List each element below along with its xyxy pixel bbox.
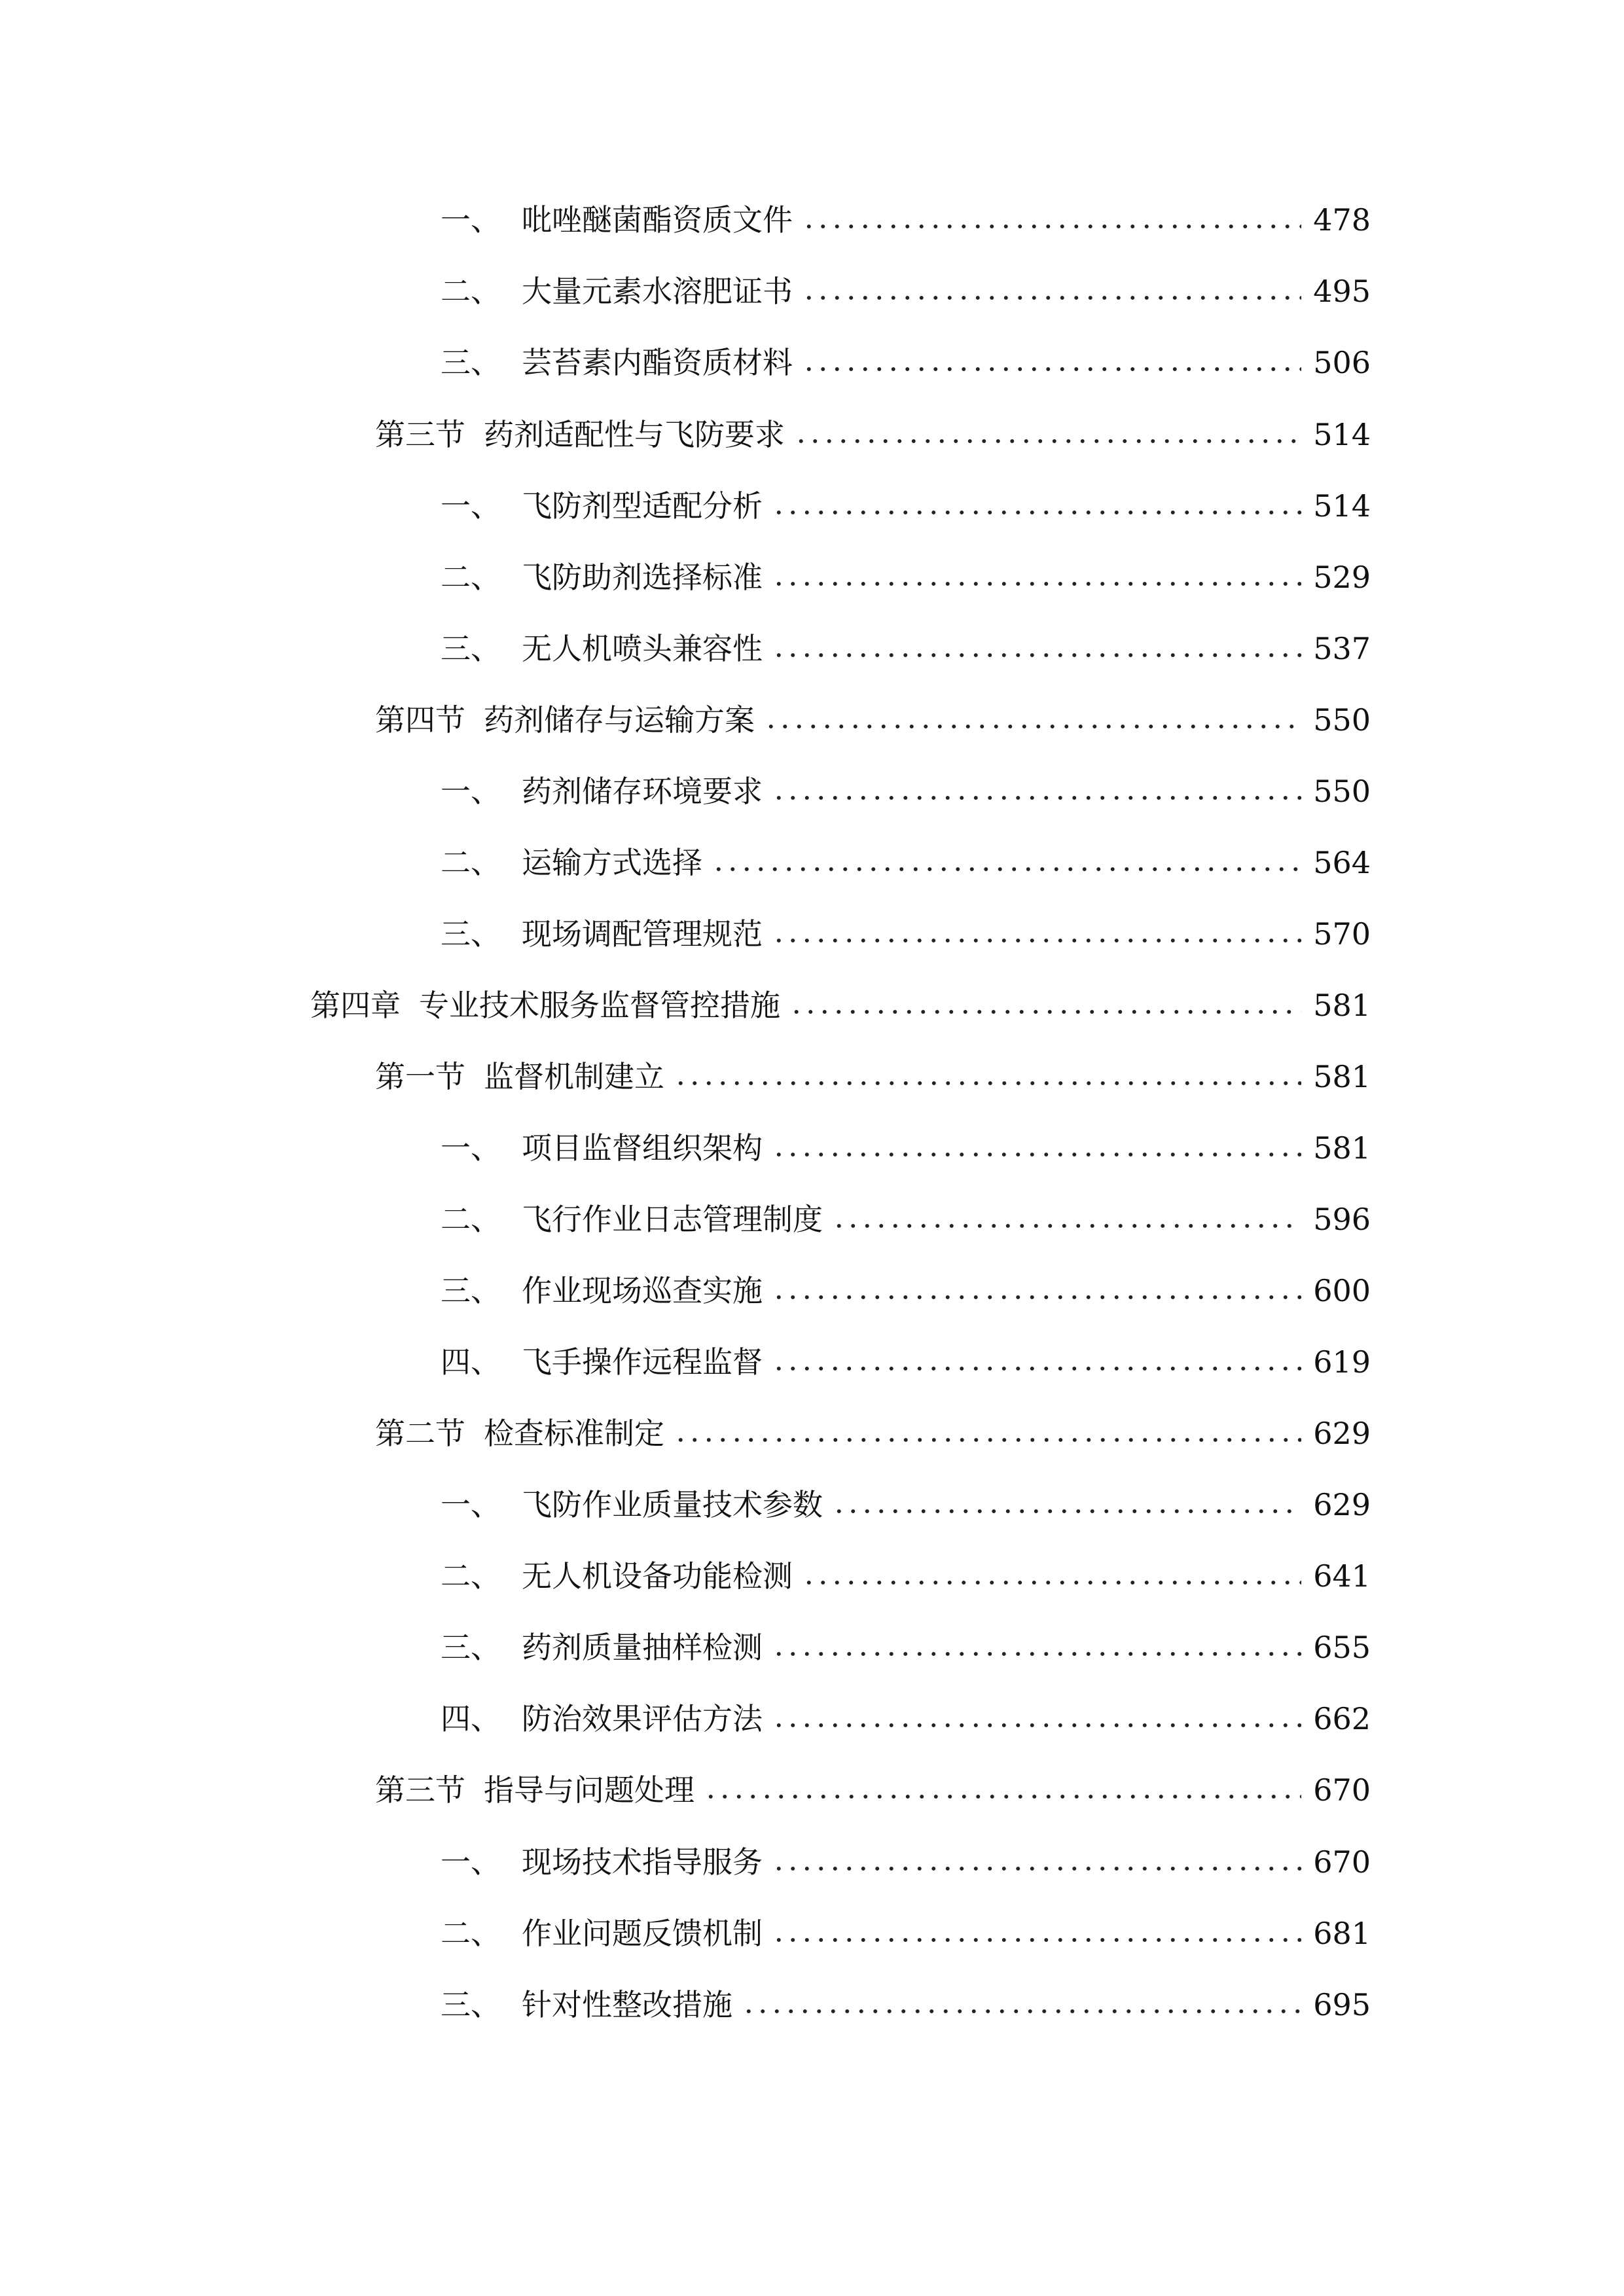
- toc-entry-number: 三、: [441, 916, 501, 952]
- toc-entry-number: 一、: [441, 1844, 501, 1880]
- toc-entry-page: 537: [1313, 631, 1371, 666]
- toc-entry[interactable]: [441, 754, 1371, 809]
- toc-entry-page: 581: [1313, 1130, 1371, 1166]
- toc-entry-title: 飞行作业日志管理制度: [522, 1202, 823, 1237]
- toc-entry[interactable]: [441, 611, 1371, 664]
- toc-entry-title: 飞手操作远程监督: [522, 1344, 763, 1380]
- dot-leader: [772, 795, 1301, 801]
- dot-leader: [772, 1937, 1301, 1943]
- toc-entry[interactable]: [441, 325, 1371, 378]
- dot-leader: [772, 1365, 1301, 1372]
- dot-leader: [802, 1579, 1301, 1586]
- toc-entry-number: 一、: [441, 488, 501, 524]
- toc-entry[interactable]: [441, 469, 1371, 524]
- dot-leader: [802, 366, 1301, 372]
- toc-entry-page: 529: [1313, 560, 1371, 595]
- toc-entry-title: 飞防剂型适配分析: [522, 488, 763, 524]
- toc-entry-title: 无人机喷头兼容性: [522, 631, 763, 666]
- toc-entry-title: 针对性整改措施: [522, 1987, 732, 2022]
- toc-entry-title: 飞防作业质量技术参数: [522, 1487, 823, 1522]
- toc-entry-number: 第一节: [375, 1059, 465, 1094]
- toc-entry-number: 第三节: [375, 417, 465, 452]
- toc-entry-number: 四、: [441, 1701, 501, 1736]
- dot-leader: [802, 223, 1301, 230]
- toc-entry[interactable]: [375, 683, 1371, 738]
- toc-entry-title: 指导与问题处理: [484, 1772, 695, 1808]
- toc-entry-title: 无人机设备功能检测: [522, 1558, 793, 1594]
- dot-leader: [794, 438, 1301, 444]
- dot-leader: [772, 1151, 1301, 1158]
- toc-entry-title: 芸苔素内酯资质材料: [522, 345, 793, 380]
- dot-leader: [772, 509, 1301, 516]
- toc-entry-page: 514: [1313, 488, 1371, 524]
- toc-entry-number: 二、: [441, 1558, 501, 1594]
- toc-entry-page: 670: [1313, 1772, 1371, 1808]
- dot-leader: [712, 866, 1301, 872]
- dot-leader: [772, 937, 1301, 944]
- toc-entry-number: 二、: [441, 1916, 501, 1951]
- toc-entry-title: 专业技术服务监督管控措施: [419, 988, 780, 1023]
- toc-entry-number: 三、: [441, 345, 501, 380]
- toc-entry-title: 药剂储存与运输方案: [484, 702, 755, 738]
- toc-entry-page: 495: [1313, 274, 1371, 309]
- toc-entry[interactable]: [375, 397, 1371, 450]
- toc-entry-page: 570: [1313, 916, 1371, 952]
- dot-leader: [772, 1865, 1301, 1872]
- toc-entry-page: 550: [1313, 702, 1371, 738]
- dot-leader: [742, 2008, 1301, 2015]
- toc-entry-number: 二、: [441, 1202, 501, 1237]
- toc-entry-number: 第四节: [375, 702, 465, 738]
- toc-entry-number: 四、: [441, 1344, 501, 1380]
- dot-leader: [704, 1793, 1301, 1800]
- toc-entry-title: 大量元素水溶肥证书: [522, 274, 793, 309]
- toc-entry-number: 第二节: [375, 1416, 465, 1451]
- toc-entry-page: 564: [1313, 845, 1371, 880]
- toc-entry-title: 药剂适配性与飞防要求: [484, 417, 785, 452]
- toc-entry-title: 现场技术指导服务: [522, 1844, 763, 1880]
- toc-entry[interactable]: [441, 1253, 1371, 1306]
- toc-entry-number: 一、: [441, 774, 501, 809]
- toc-entry-page: 581: [1313, 988, 1371, 1023]
- toc-entry-page: 641: [1313, 1558, 1371, 1594]
- toc-entry[interactable]: [441, 1325, 1371, 1380]
- toc-entry-title: 飞防助剂选择标准: [522, 560, 763, 595]
- dot-leader: [772, 1722, 1301, 1729]
- toc-entry-title: 监督机制建立: [484, 1059, 664, 1094]
- toc-entry[interactable]: [441, 1111, 1371, 1166]
- toc-entry-number: 三、: [441, 631, 501, 666]
- toc-entry[interactable]: [441, 1681, 1371, 1734]
- dot-leader: [772, 652, 1301, 658]
- toc-entry[interactable]: [441, 1610, 1371, 1665]
- toc-entry-title: 药剂储存环境要求: [522, 774, 763, 809]
- toc-entry-page: 629: [1313, 1416, 1371, 1451]
- toc-entry-title: 作业问题反馈机制: [522, 1916, 763, 1951]
- toc-entry[interactable]: [441, 254, 1371, 309]
- toc-entry-page: 619: [1313, 1344, 1371, 1380]
- toc-entry[interactable]: [441, 1539, 1371, 1594]
- toc-entry[interactable]: [441, 1825, 1371, 1880]
- toc-entry-number: 二、: [441, 274, 501, 309]
- toc-entry-title: 检查标准制定: [484, 1416, 664, 1451]
- toc-entry-number: 三、: [441, 1630, 501, 1665]
- toc-entry-page: 514: [1313, 417, 1371, 452]
- toc-entry[interactable]: [441, 1467, 1371, 1520]
- toc-entry-page: 506: [1313, 345, 1371, 380]
- toc-entry-number: 一、: [441, 1487, 501, 1522]
- toc-entry-title: 作业现场巡查实施: [522, 1273, 763, 1308]
- toc-entry[interactable]: [441, 1896, 1371, 1951]
- toc-entry-number: 三、: [441, 1273, 501, 1308]
- toc-entry[interactable]: [441, 897, 1371, 952]
- toc-entry-page: 596: [1313, 1202, 1371, 1237]
- dot-leader: [764, 723, 1301, 730]
- toc-entry[interactable]: [310, 968, 1371, 1023]
- dot-leader: [832, 1508, 1301, 1515]
- toc-entry-title: 药剂质量抽样检测: [522, 1630, 763, 1665]
- toc-entry[interactable]: [441, 1182, 1371, 1237]
- toc-entry-number: 一、: [441, 1130, 501, 1166]
- toc-entry-page: 478: [1313, 202, 1371, 238]
- toc-entry[interactable]: [441, 1967, 1371, 2020]
- toc-entry-page: 662: [1313, 1701, 1371, 1736]
- toc-entry[interactable]: [441, 540, 1371, 595]
- dot-leader: [802, 295, 1301, 301]
- toc-entry-page: 629: [1313, 1487, 1371, 1522]
- toc-entry-number: 第三节: [375, 1772, 465, 1808]
- toc-entry-page: 600: [1313, 1273, 1371, 1308]
- dot-leader: [674, 1437, 1301, 1443]
- toc-entry[interactable]: [441, 825, 1371, 878]
- toc-entry-number: 三、: [441, 1987, 501, 2022]
- dot-leader: [789, 1009, 1301, 1015]
- toc-entry-title: 现场调配管理规范: [522, 916, 763, 952]
- toc-entry-title: 防治效果评估方法: [522, 1701, 763, 1736]
- toc-entry[interactable]: [375, 1396, 1371, 1451]
- toc-entry-number: 第四章: [310, 988, 401, 1023]
- dot-leader: [772, 581, 1301, 587]
- toc-entry-number: 二、: [441, 845, 501, 880]
- toc-entry[interactable]: [375, 1753, 1371, 1808]
- toc-entry[interactable]: [441, 183, 1371, 238]
- toc-entry-page: 550: [1313, 774, 1371, 809]
- toc-entry[interactable]: [375, 1039, 1371, 1092]
- toc-entry-number: 一、: [441, 202, 501, 238]
- toc-entry-number: 二、: [441, 560, 501, 595]
- toc-entry-page: 681: [1313, 1916, 1371, 1951]
- toc-entry-title: 项目监督组织架构: [522, 1130, 763, 1166]
- dot-leader: [674, 1080, 1301, 1086]
- toc-entry-page: 695: [1313, 1987, 1371, 2022]
- toc-entry-page: 670: [1313, 1844, 1371, 1880]
- toc-entry-page: 655: [1313, 1630, 1371, 1665]
- toc-entry-title: 吡唑醚菌酯资质文件: [522, 202, 793, 238]
- toc-entry-page: 581: [1313, 1059, 1371, 1094]
- dot-leader: [772, 1294, 1301, 1300]
- dot-leader: [832, 1223, 1301, 1229]
- dot-leader: [772, 1651, 1301, 1657]
- toc-entry-title: 运输方式选择: [522, 845, 702, 880]
